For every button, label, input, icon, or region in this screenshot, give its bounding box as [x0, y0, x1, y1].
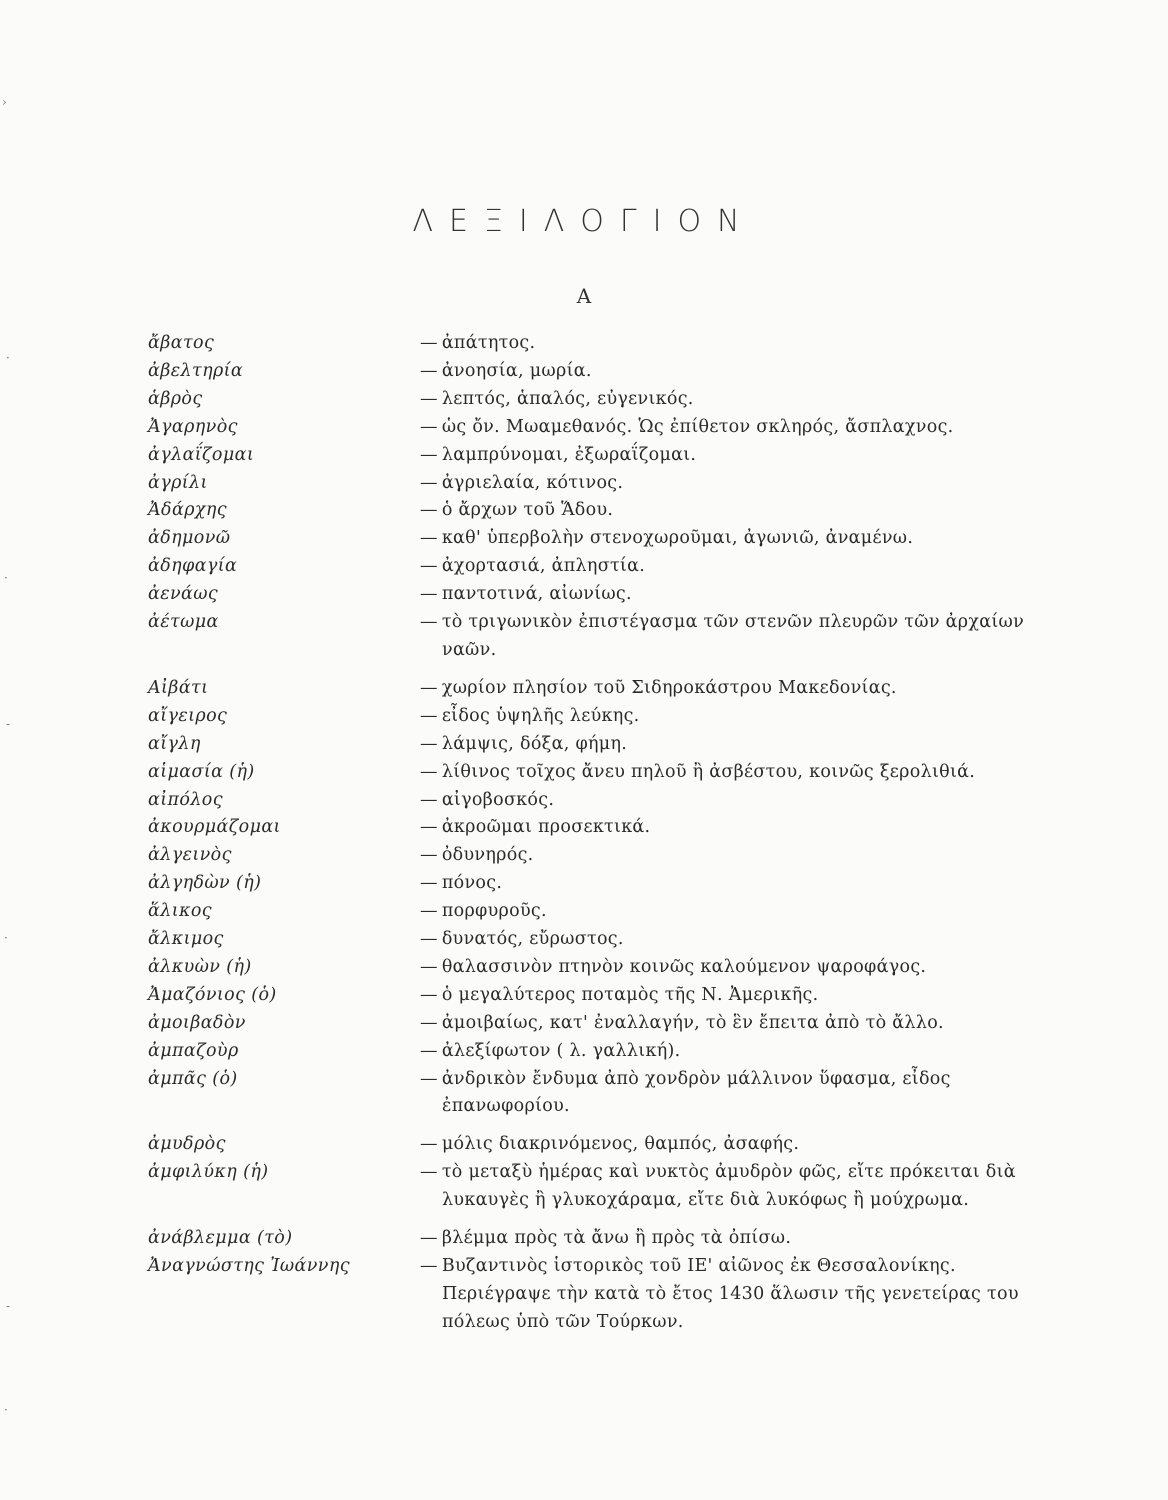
entry-definition: ἀπάτητος.	[441, 333, 536, 353]
entry-definition: ὁ μεγαλύτερος ποταμὸς τῆς Ν. Ἀμερικῆς.	[441, 984, 819, 1005]
glossary-entry	[148, 731, 1028, 759]
entry-definition-cell	[420, 1131, 1028, 1159]
em-dash: —	[420, 612, 438, 633]
entry-definition: δυνατός, εὔρωστος.	[441, 929, 624, 950]
entry-definition-cell	[420, 581, 1028, 609]
entry-term: ἀγλαΐζομαι	[148, 444, 255, 465]
em-dash: —	[420, 388, 438, 409]
entry-term: ἀέτωμα	[148, 612, 219, 633]
em-dash: —	[420, 1012, 438, 1033]
entry-definition: παντοτινά, αἰωνίως.	[441, 584, 632, 605]
entry-definition-cell	[420, 1225, 1028, 1253]
entry-term: ἀμοιβαδὸν	[148, 1012, 246, 1033]
entry-definition: ἀχορτασιά, ἀπληστία.	[441, 556, 646, 577]
entry-definition: πορφυροῦς.	[441, 901, 547, 922]
entry-definition: τὸ τριγωνικὸν ἐπιστέγασμα τῶν στενῶν πλευρῶν τῶν ἀρχαίων ναῶν.	[441, 612, 1025, 660]
entry-definition: θαλασσινὸν πτηνὸν κοινῶς καλούμενον ψαροφάγος.	[441, 956, 927, 977]
entry-definition-cell	[420, 1253, 1028, 1337]
entry-definition: ἀμοιβαίως, κατ' ἐναλλαγήν, τὸ ἓν ἔπειτα ἀπὸ τὸ ἄλλο.	[441, 1012, 944, 1033]
scan-speck-mark: ·	[4, 1403, 8, 1417]
glossary-entry	[148, 814, 1028, 842]
entry-definition-cell	[420, 787, 1028, 815]
entry-definition: λάμψις, δόξα, φήμη.	[441, 733, 628, 754]
entry-definition: χωρίον πλησίον τοῦ Σιδηροκάστρου Μακεδονίας.	[441, 677, 897, 698]
entry-definition: μόλις διακρινόμενος, θαμπός, ἀσαφής.	[441, 1134, 800, 1155]
entry-definition-cell	[420, 442, 1028, 470]
entry-definition: βλέμμα πρὸς τὰ ἄνω ἢ πρὸς τὰ ὀπίσω.	[441, 1228, 792, 1249]
em-dash: —	[420, 956, 438, 977]
page-title: ΛΕΞΙΛΟΓΙΟΝ	[412, 204, 756, 239]
entry-term: αἱμασία (ἡ)	[148, 761, 255, 782]
em-dash: —	[420, 677, 438, 698]
glossary-entry	[148, 982, 1028, 1010]
entry-definition-cell	[420, 870, 1028, 898]
glossary-list	[148, 330, 1028, 1337]
em-dash: —	[420, 845, 438, 866]
entry-definition-cell	[420, 386, 1028, 414]
glossary-entry	[148, 386, 1028, 414]
entry-definition: ἀγριελαία, κότινος.	[441, 472, 624, 493]
entry-definition: λίθινος τοῖχος ἄνευ πηλοῦ ἢ ἀσβέστου, κοινῶς ξερολιθιά.	[441, 761, 976, 782]
entry-definition: πόνος.	[441, 873, 503, 894]
entry-term: ἀμπᾶς (ὁ)	[148, 1068, 238, 1089]
glossary-entry	[148, 330, 1028, 358]
em-dash: —	[420, 416, 438, 437]
entry-definition-cell	[420, 525, 1028, 553]
glossary-entry	[148, 414, 1028, 442]
glossary-entry	[148, 358, 1028, 386]
entry-definition: ἀκροῶμαι προσεκτικά.	[441, 817, 651, 838]
scan-speck-mark: ·	[4, 931, 8, 945]
entry-definition: λαμπρύνομαι, ἐξωραΐζομαι.	[441, 444, 697, 465]
glossary-entry	[148, 1010, 1028, 1038]
entry-definition-cell	[420, 1159, 1028, 1215]
entry-term: ἀνάβλεμμα (τὸ)	[148, 1228, 293, 1249]
em-dash: —	[420, 817, 438, 838]
glossary-entry	[148, 675, 1028, 703]
entry-term: ἀκουρμάζομαι	[148, 817, 281, 838]
entry-definition: Βυζαντινὸς ἱστορικὸς τοῦ ΙΕ' αἰῶνος ἐκ Θεσσαλονίκης. Περιέγραψε τὴν κατὰ τὸ ἔτος 1430 ἅλωσιν τῆς γενετείρας του πόλεως ὑπὸ τῶν Τούρκων.	[441, 1256, 1019, 1332]
em-dash: —	[420, 500, 438, 521]
entry-term: ἀδημονῶ	[148, 528, 231, 549]
entry-definition-cell	[420, 1010, 1028, 1038]
entry-definition-cell	[420, 982, 1028, 1010]
entry-definition-cell	[420, 358, 1028, 386]
em-dash: —	[420, 1256, 438, 1276]
entry-term: ἀμυδρὸς	[148, 1134, 226, 1155]
glossary-entry	[148, 926, 1028, 954]
glossary-entry	[148, 787, 1028, 815]
entry-definition: ὡς ὄν. Μωαμεθανός. Ὡς ἐπίθετον σκληρός, ἄσπλαχνος.	[441, 416, 954, 437]
entry-term: ἁβρὸς	[148, 388, 203, 409]
em-dash: —	[420, 360, 438, 381]
em-dash: —	[420, 733, 438, 754]
glossary-entry	[148, 1225, 1028, 1253]
em-dash: —	[420, 789, 438, 810]
em-dash: —	[420, 901, 438, 922]
entry-definition-cell	[420, 731, 1028, 759]
em-dash: —	[420, 761, 438, 782]
entry-term: ἀγρίλι	[148, 472, 208, 493]
glossary-entry	[148, 1131, 1028, 1159]
em-dash: —	[420, 1228, 438, 1249]
em-dash: —	[420, 584, 438, 605]
entry-definition-cell	[420, 675, 1028, 703]
entry-definition-cell	[420, 414, 1028, 442]
entry-term: Ἀναγνώστης Ἰωάννης	[148, 1256, 350, 1276]
entry-term: ἀβελτηρία	[148, 360, 244, 381]
scan-speck-mark: -	[6, 1299, 11, 1313]
glossary-entry	[148, 703, 1028, 731]
glossary-entry	[148, 759, 1028, 787]
em-dash: —	[420, 556, 438, 577]
entry-definition-cell	[420, 842, 1028, 870]
glossary-entry	[148, 898, 1028, 926]
entry-term: Ἀδάρχης	[148, 500, 227, 521]
entry-definition: λεπτός, ἁπαλός, εὐγενικός.	[441, 388, 694, 409]
entry-definition-cell	[420, 1066, 1028, 1122]
entry-term: ἀλκυὼν (ἡ)	[148, 956, 252, 977]
entry-definition-cell	[420, 553, 1028, 581]
glossary-entry	[148, 497, 1028, 525]
glossary-entry	[148, 870, 1028, 898]
entry-definition-cell	[420, 470, 1028, 498]
entry-definition: αἰγοβοσκός.	[441, 789, 555, 810]
em-dash: —	[420, 333, 438, 353]
entry-term: ἅλικος	[148, 901, 212, 922]
entry-term: ἀλγεινὸς	[148, 845, 232, 866]
scan-speck-mark: ›	[2, 95, 7, 109]
entry-term: ἀενάως	[148, 584, 219, 605]
entry-term: ἀμπαζοὺρ	[148, 1040, 239, 1061]
entry-term: αἴγειρος	[148, 705, 228, 726]
section-letter: Α	[576, 284, 592, 308]
em-dash: —	[420, 528, 438, 549]
entry-definition: ὀδυνηρός.	[441, 845, 534, 866]
entry-definition: ἀνοησία, μωρία.	[441, 360, 592, 381]
entry-definition: ὁ ἄρχων τοῦ Ἅδου.	[441, 500, 614, 521]
glossary-entry	[148, 1159, 1028, 1215]
entry-definition-cell	[420, 898, 1028, 926]
entry-definition-cell	[420, 497, 1028, 525]
scan-speck-mark: ·	[6, 351, 10, 365]
scan-speck-mark: -	[6, 717, 11, 731]
entry-definition-cell	[420, 926, 1028, 954]
entry-definition-cell	[420, 609, 1028, 665]
entry-term: ἀδηφαγία	[148, 556, 238, 577]
entry-term: ἄβατος	[148, 333, 215, 353]
em-dash: —	[420, 929, 438, 950]
entry-definition-cell	[420, 1038, 1028, 1066]
entry-definition: ἀλεξίφωτον ( λ. γαλλική).	[441, 1040, 681, 1061]
em-dash: —	[420, 1134, 438, 1155]
em-dash: —	[420, 1162, 438, 1183]
glossary-entry	[148, 1066, 1028, 1122]
glossary-entry	[148, 1253, 1028, 1337]
entry-definition: εἶδος ὑψηλῆς λεύκης.	[441, 705, 640, 726]
entry-term: ἄλκιμος	[148, 929, 224, 950]
em-dash: —	[420, 705, 438, 726]
entry-definition: τὸ μεταξὺ ἡμέρας καὶ νυκτὸς ἀμυδρὸν φῶς, εἴτε πρόκειται διὰ λυκαυγὲς ἢ γλυκοχάραμα, εἴτε διὰ λυκόφως ἢ μούχρωμα.	[441, 1162, 1016, 1211]
glossary-entry	[148, 442, 1028, 470]
em-dash: —	[420, 472, 438, 493]
entry-definition-cell	[420, 759, 1028, 787]
entry-term: αἴγλη	[148, 733, 201, 754]
em-dash: —	[420, 444, 438, 465]
glossary-entry	[148, 581, 1028, 609]
entry-definition: καθ' ὑπερβολὴν στενοχωροῦμαι, ἀγωνιῶ, ἀναμένω.	[441, 528, 914, 549]
entry-definition-cell	[420, 954, 1028, 982]
glossary-entry	[148, 470, 1028, 498]
entry-term: ἀλγηδὼν (ἡ)	[148, 873, 262, 894]
glossary-entry	[148, 525, 1028, 553]
entry-term: ἀμφιλύκη (ἡ)	[148, 1162, 269, 1183]
em-dash: —	[420, 984, 438, 1005]
entry-term: Αἰβάτι	[148, 677, 209, 698]
glossary-entry	[148, 1038, 1028, 1066]
em-dash: —	[420, 873, 438, 894]
entry-term: αἰπόλος	[148, 789, 223, 810]
em-dash: —	[420, 1040, 438, 1061]
entry-definition-cell	[420, 330, 1028, 358]
glossary-entry	[148, 842, 1028, 870]
entry-definition: ἀνδρικὸν ἔνδυμα ἀπὸ χονδρὸν μάλλινον ὕφασμα, εἶδος ἐπανωφορίου.	[441, 1068, 951, 1117]
entry-term: Ἀγαρηνὸς	[148, 416, 238, 437]
glossary-entry	[148, 954, 1028, 982]
entry-definition-cell	[420, 703, 1028, 731]
entry-definition-cell	[420, 814, 1028, 842]
entry-term: Ἀμαζόνιος (ὁ)	[148, 984, 277, 1005]
em-dash: —	[420, 1068, 438, 1089]
glossary-entry	[148, 553, 1028, 581]
scan-speck-mark: ·	[4, 571, 8, 585]
glossary-entry	[148, 609, 1028, 665]
